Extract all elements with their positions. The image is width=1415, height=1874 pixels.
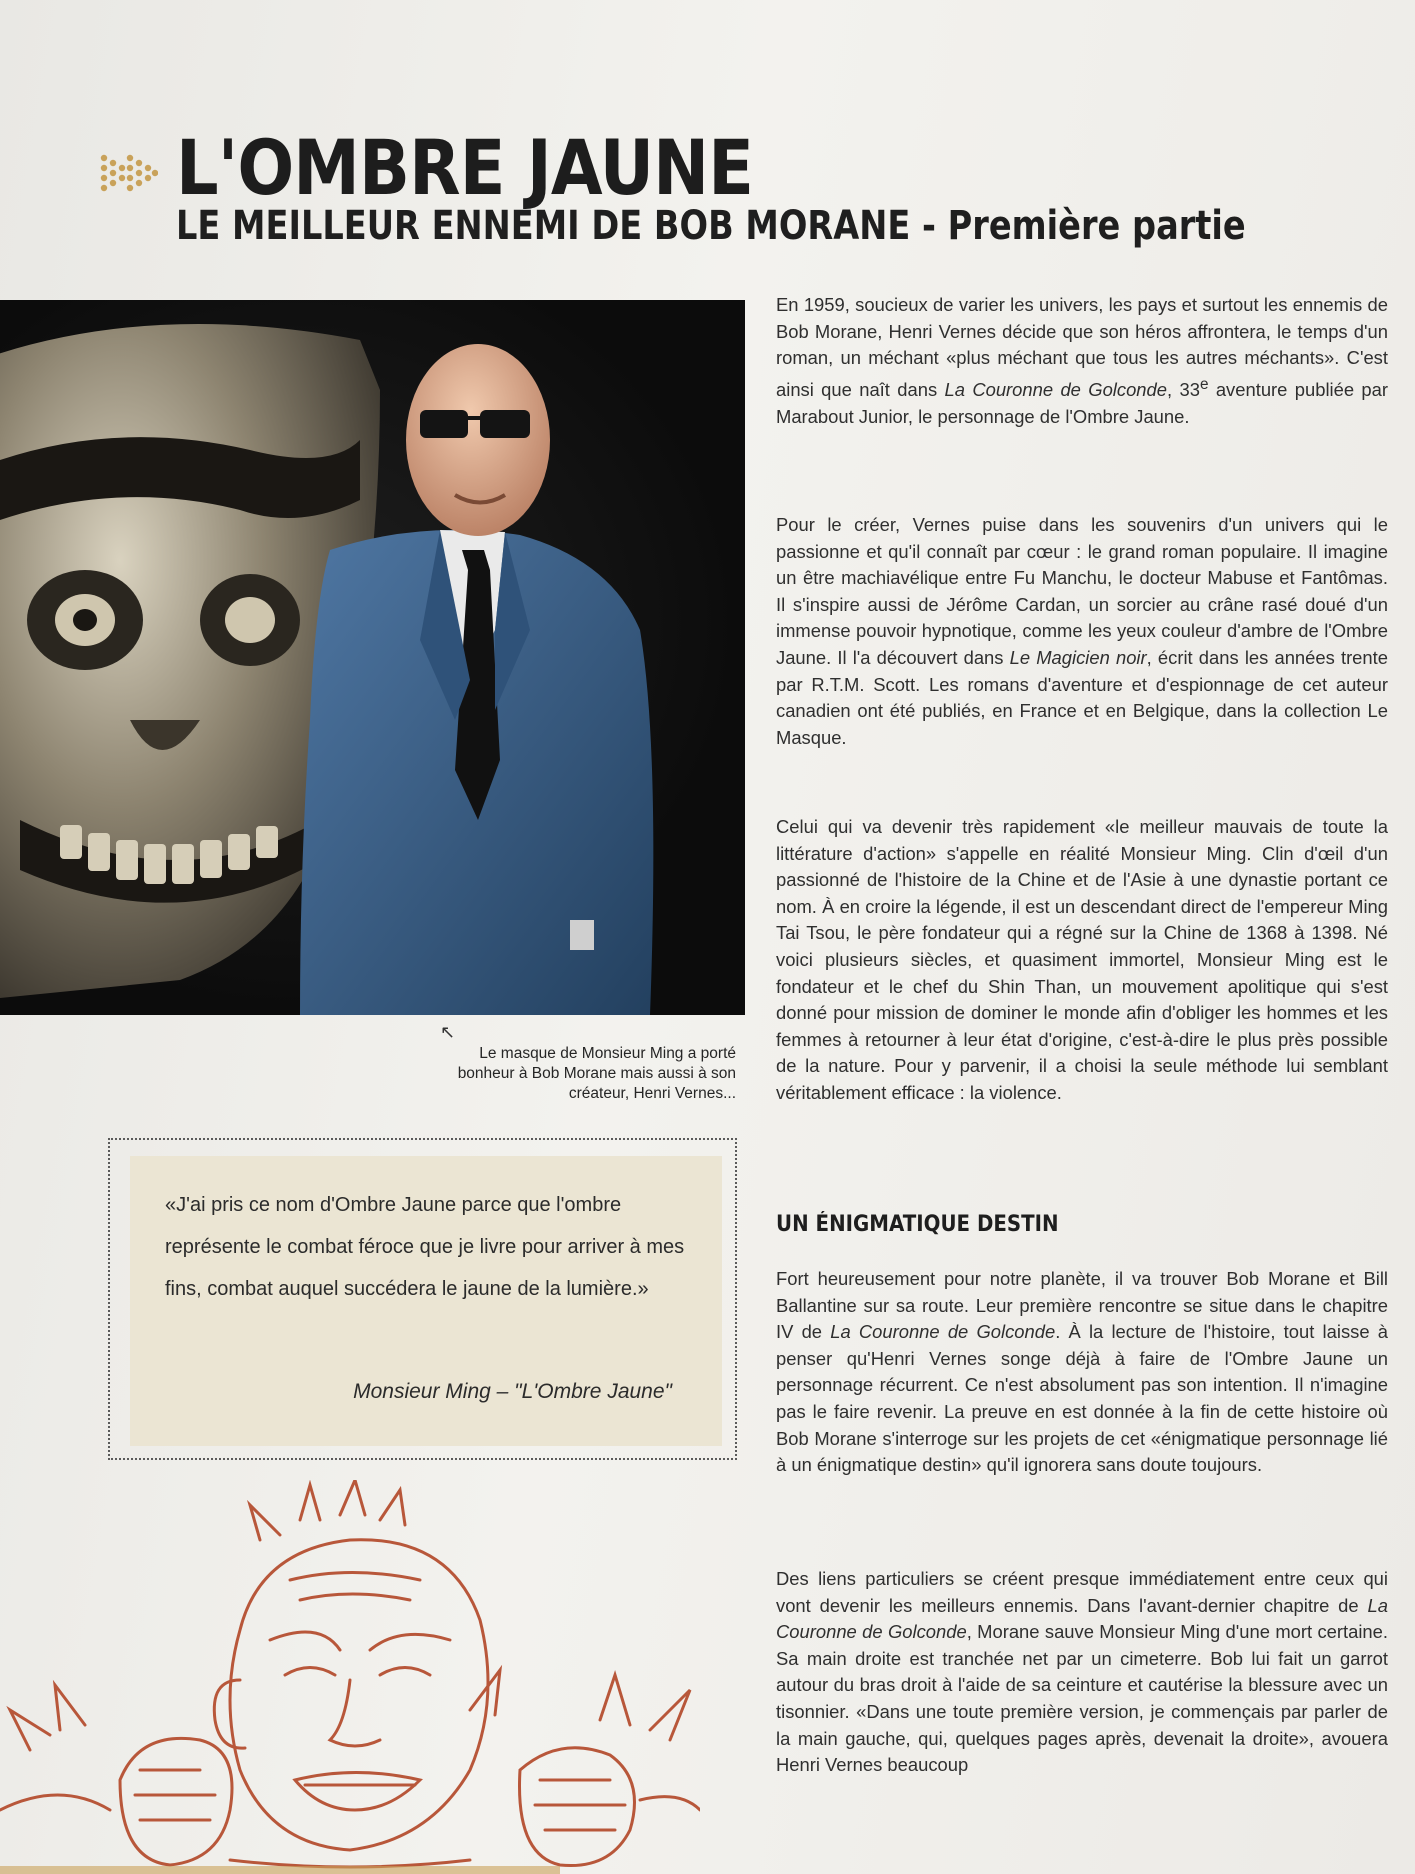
photo-mask-and-author — [0, 300, 745, 1015]
page-subtitle: LE MEILLEUR ENNEMI DE BOB MORANE - Première partie — [176, 203, 1246, 249]
article-paragraph-1: En 1959, soucieux de varier les univers, les pays et surtout les ennemis de Bob Morane, Henri Vernes décide que son héros affrontera, le temps d'un roman, un méchant «plus méchant que tous les autres méchants». C'est ainsi que naît dans La Couronne de Golconde, 33e aventure publiée par Marabout Junior, le personnage de l'Ombre Jaune. — [776, 294, 1389, 427]
dotted-arrows-icon — [100, 152, 158, 196]
ombre-jaune-sketch-illustration — [0, 1480, 700, 1874]
article-paragraph-5: Des liens particuliers se créent presque immédiatement entre ceux qui vont devenir les meilleurs ennemis. Dans l'avant-dernier chapitre de La Couronne de Golconde, Morane sauve Monsieur Ming d'une mort certaine. Sa main droite est tranchée net par un cimeterre. Bob lui fait un garrot autour du bras droit à l'aide de sa ceinture et cautérise la blessure avec un tisonnier. «Dans une toute première version, je commençais par parler de la main gauche, qui, quelques pages après, devenait la droite», avouera Henri Vernes beaucoup — [776, 1568, 1388, 1776]
photo-illustration — [0, 300, 745, 1015]
quote-text: «J'ai pris ce nom d'Ombre Jaune parce que l'ombre représente le combat féroce que je livre pour arriver à mes fins, combat auquel succédera le jaune de la lumière.» — [165, 1194, 685, 1300]
section-heading: UN ÉNIGMATIQUE DESTIN — [776, 1212, 1059, 1237]
bottom-accent-bar — [0, 1866, 560, 1874]
quote-attribution: Monsieur Ming – "L'Ombre Jaune" — [353, 1380, 672, 1403]
caption-arrow-icon: ↖ — [440, 1022, 456, 1042]
article-paragraph-3: Celui qui va devenir très rapidement «le meilleur mauvais de toute la littérature d'action» s'appelle en réalité Monsieur Ming. Clin d'œil d'un passionné de l'histoire de la Chine et de l'Asie à une dynastie portant ce nom. À en croire la légende, il est un descendant direct de l'empereur Ming Tai Tsou, le père fondateur qui a régné sur la Chine de 1368 à 1398. Né voici plusieurs siècles, et quasiment immortel, Monsieur Ming est le fondateur et le chef du Shin Than, un mouvement apolitique qui s'est donné pour mission de dominer le monde afin d'obliger les hommes et les femmes à retourner à leur état d'origine, c'est-à-dire le plus près possible de la nature. Pour y parvenir, il a choisi la seule méthode lui semblant véritablement efficace : la violence. — [776, 816, 1388, 1103]
article-paragraph-4: Fort heureusement pour notre planète, il va trouver Bob Morane et Bill Ballantine sur sa route. Leur première rencontre se situe dans le chapitre IV de La Couronne de Golconde. À la lecture de l'histoire, tout laisse à penser qu'Henri Vernes songe déjà à faire de l'Ombre Jaune un personnage récurrent. Ce n'est absolument pas son intention. Il n'imagine pas le faire revenir. La preuve en est donnée à la fin de cette histoire où Bob Morane s'interroge sur les projets de cet «énigmatique personnage lié à un énigmatique destin» qu'il ignorera sans doute toujours. — [776, 1268, 1388, 1476]
photo-caption: Le masque de Monsieur Ming a porté bonheur à Bob Morane mais aussi à son créateur, Henri Vernes... — [457, 1045, 736, 1102]
article-paragraph-2: Pour le créer, Vernes puise dans les souvenirs d'un univers qui le passionne et qu'il connaît par cœur : le grand roman populaire. Il imagine un être machiavélique entre Fu Manchu, le docteur Mabuse et Fantômas. Il s'inspire aussi de Jérôme Cardan, un sorcier au crâne rasé doué d'un immense pouvoir hypnotique, comme les yeux couleur d'ambre de l'Ombre Jaune. Il l'a découvert dans Le Magicien noir, écrit dans les années trente par R.T.M. Scott. Les romans d'aventure et d'espionnage de cet auteur canadien ont été publiés, en France et en Belgique, dans la collection Le Masque. — [776, 514, 1388, 748]
page-title: L'OMBRE JAUNE — [176, 123, 754, 212]
